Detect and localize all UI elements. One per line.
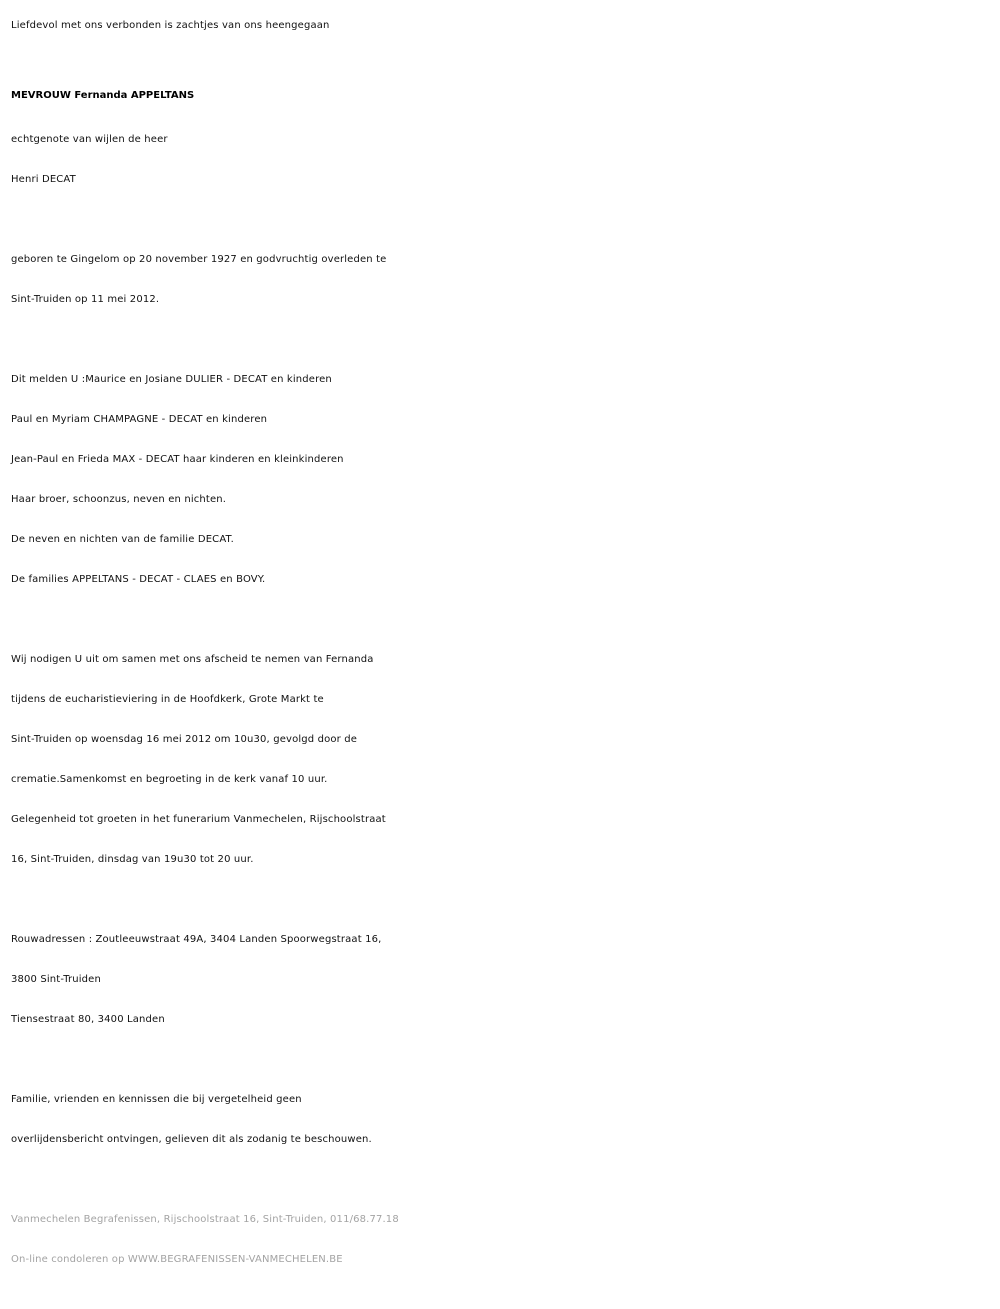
address-line: 3800 Sint-Truiden	[11, 974, 101, 985]
announcers-block	[11, 360, 996, 600]
spacer	[11, 46, 996, 70]
spacer	[11, 200, 996, 240]
invitation-line: 16, Sint-Truiden, dinsdag van 19u30 tot 20 uur.	[11, 854, 254, 865]
closing-line: overlijdensbericht ontvingen, gelieven dit als zodanig te beschouwen.	[11, 1134, 372, 1145]
spacer	[11, 600, 996, 640]
address-line: Rouwadressen : Zoutleeuwstraat 49A, 3404 Landen Spoorwegstraat 16,	[11, 934, 382, 945]
funeral-home-info: Vanmechelen Begrafenissen, Rijschoolstraat 16, Sint-Truiden, 011/68.77.18	[11, 1214, 399, 1225]
address-line: Tiensestraat 80, 3400 Landen	[11, 1014, 165, 1025]
obituary-notice	[11, 6, 996, 1280]
spouse-block	[11, 120, 996, 200]
intro-text: Liefdevol met ons verbonden is zachtjes van ons heengegaan	[11, 20, 330, 31]
birth-death-block	[11, 240, 996, 320]
spacer	[11, 1160, 996, 1200]
deceased-name: MEVROUW Fernanda APPELTANS	[11, 90, 195, 101]
invitation-line: tijdens de eucharistieviering in de Hoofdkerk, Grote Markt te	[11, 694, 324, 705]
announcer-line: De neven en nichten van de familie DECAT.	[11, 534, 234, 545]
closing-line: Familie, vrienden en kennissen die bij vergetelheid geen	[11, 1094, 302, 1105]
invitation-line: Gelegenheid tot groeten in het funerarium Vanmechelen, Rijschoolstraat	[11, 814, 386, 825]
announcer-line: De families APPELTANS - DECAT - CLAES en BOVY.	[11, 574, 266, 585]
announcer-line: Haar broer, schoonzus, neven en nichten.	[11, 494, 227, 505]
spacer	[11, 1040, 996, 1080]
invitation-line: Sint-Truiden op woensdag 16 mei 2012 om 10u30, gevolgd door de	[11, 734, 358, 745]
addresses-block	[11, 920, 996, 1040]
announcer-line: Dit melden U :Maurice en Josiane DULIER - DECAT en kinderen	[11, 374, 332, 385]
footer	[11, 1200, 996, 1280]
invitation-line: Wij nodigen U uit om samen met ons afscheid te nemen van Fernanda	[11, 654, 374, 665]
birth-death-line: Sint-Truiden op 11 mei 2012.	[11, 294, 160, 305]
spouse-line: echtgenote van wijlen de heer	[11, 134, 168, 145]
closing-block	[11, 1080, 996, 1160]
announcer-line: Jean-Paul en Frieda MAX - DECAT haar kinderen en kleinkinderen	[11, 454, 344, 465]
spacer	[11, 880, 996, 920]
announcer-line: Paul en Myriam CHAMPAGNE - DECAT en kinderen	[11, 414, 268, 425]
birth-death-line: geboren te Gingelom op 20 november 1927 en godvruchtig overleden te	[11, 254, 387, 265]
invitation-block	[11, 640, 996, 880]
spouse-name: Henri DECAT	[11, 174, 76, 185]
invitation-line: crematie.Samenkomst en begroeting in de kerk vanaf 10 uur.	[11, 774, 328, 785]
spacer	[11, 320, 996, 360]
online-condolence-link[interactable]: On-line condoleren op WWW.BEGRAFENISSEN-VANMECHELEN.BE	[11, 1254, 343, 1265]
